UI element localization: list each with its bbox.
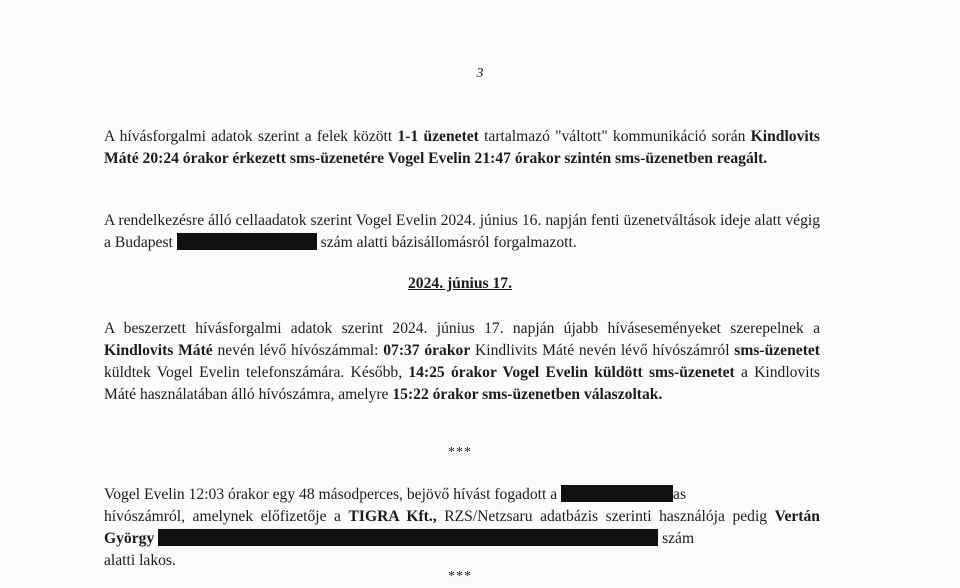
- p3-bold-4: 14:25 órakor Vogel Evelin küldött sms-üzenetet: [408, 364, 735, 381]
- redacted-phone-number: [561, 485, 673, 502]
- paragraph-call-events: [104, 318, 820, 406]
- p4-text-5: szám: [662, 530, 695, 547]
- p3-text-2: nevén lévő hívószámmal:: [212, 342, 384, 359]
- p4-bold-1: TIGRA Kft.,: [348, 508, 437, 525]
- section-date-heading: 2024. június 17.: [408, 275, 512, 292]
- paragraph-incoming-call: [104, 484, 820, 572]
- p4-bold-2: Vertán György: [104, 508, 820, 547]
- redacted-address-block: [177, 233, 317, 250]
- p1-bold-2: Kindlovits Máté 20:24 órakor érkezett sms-üzenetére Vogel Evelin 21:47 órakor szintén sms-üzenetben reagált.: [104, 128, 820, 167]
- p3-text-5: a Kindlovits Máté használatában álló hívószámra, amelyre: [104, 364, 820, 403]
- p3-bold-5: 15:22 órakor sms-üzenetben válaszoltak.: [392, 386, 663, 403]
- p4-text-1: Vogel Evelin 12:03 órakor egy 48 másodperces, bejövő hívást fogadott a: [104, 486, 558, 503]
- p1-text-2: tartalmazó "váltott" kommunikáció során: [478, 128, 751, 145]
- p3-text-1: A beszerzett hívásforgalmi adatok szerint 2024. június 17. napján újabb híváseseményeket szerepelnek a: [104, 320, 820, 337]
- p1-bold-1: 1-1 üzenetet: [397, 128, 479, 145]
- p4-line-2: [104, 506, 820, 550]
- paragraph-message-exchange: [104, 126, 820, 170]
- separator-stars-1: ***: [448, 445, 472, 460]
- p4-line-1: [104, 484, 820, 506]
- p1-text-1: A hívásforgalmi adatok szerint a felek között: [104, 128, 398, 145]
- p3-bold-3: sms-üzenetet: [734, 342, 821, 359]
- redacted-residence-address: [158, 529, 658, 546]
- p3-bold-1: Kindlovits Máté: [104, 342, 213, 359]
- page-number: 3: [476, 66, 484, 81]
- p3-text-4: küldtek Vogel Evelin telefonszámára. Később,: [104, 364, 409, 381]
- p4-text-4: RZS/Netzsaru adatbázis szerinti használója pedig: [436, 508, 775, 525]
- p4-text-6: alatti lakos.: [104, 552, 176, 569]
- p4-text-2: as: [673, 486, 687, 503]
- p2-text-1: A rendelkezésre álló cellaadatok szerint Vogel Evelin 2024. június 16. napján fenti üzenetváltások ideje alatt végig a Budapest: [104, 212, 820, 251]
- p3-text-3: Kindlivits Máté nevén lévő hívószámról: [470, 342, 735, 359]
- p2-text-2: szám alatti bázisállomásról forgalmazott.: [320, 234, 577, 251]
- separator-stars-2: ***: [448, 569, 472, 584]
- p4-text-3: hívószámról, amelynek előfizetője a: [104, 508, 349, 525]
- p3-bold-2: 07:37 órakor: [383, 342, 471, 359]
- paragraph-cell-data: [104, 210, 820, 254]
